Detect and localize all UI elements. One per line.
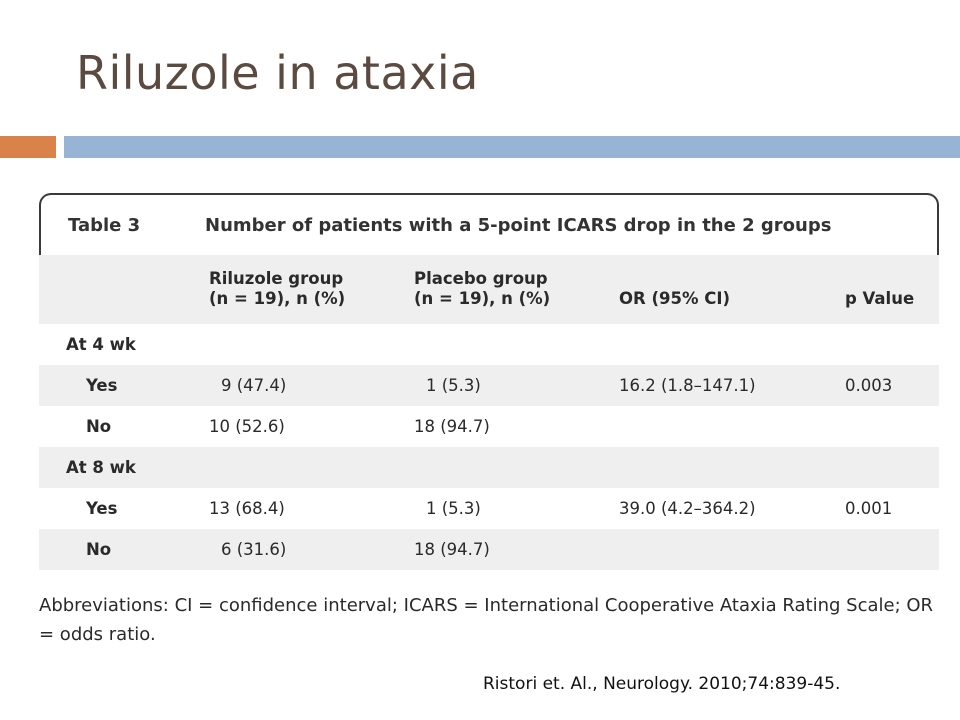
- table-row: [39, 406, 939, 447]
- column-header-riluzole-line2: (n = 19), n (%): [209, 289, 346, 308]
- table-row: [39, 365, 939, 406]
- column-header-riluzole-line1: Riluzole group: [209, 269, 344, 288]
- table-caption: Number of patients with a 5-point ICARS drop in the 2 groups: [205, 215, 832, 236]
- column-header-placebo: [414, 269, 550, 309]
- placebo-cell: 1 (5.3): [426, 499, 481, 518]
- column-header-placebo-line1: Placebo group: [414, 269, 548, 288]
- table-label: Table 3: [68, 215, 141, 236]
- slide-title: Riluzole in ataxia: [76, 46, 479, 100]
- row-label: No: [86, 417, 112, 436]
- or-cell: 39.0 (4.2–364.2): [619, 499, 756, 518]
- placebo-cell: 18 (94.7): [414, 540, 490, 559]
- row-label: Yes: [86, 499, 118, 518]
- p-value-cell: 0.001: [845, 499, 893, 518]
- table-row: [39, 488, 939, 529]
- row-label: Yes: [86, 376, 118, 395]
- results-table: [39, 193, 939, 573]
- column-header-riluzole: [209, 269, 345, 309]
- placebo-cell: 18 (94.7): [414, 417, 490, 436]
- column-header-row: [39, 255, 939, 324]
- riluzole-cell: 9 (47.4): [221, 376, 287, 395]
- table-row: [39, 324, 939, 365]
- citation: Ristori et. Al., Neurology. 2010;74:839-45.: [483, 674, 841, 694]
- column-header-placebo-line2: (n = 19), n (%): [414, 289, 551, 308]
- placebo-cell: 1 (5.3): [426, 376, 481, 395]
- p-value-cell: 0.003: [845, 376, 893, 395]
- table-row: [39, 447, 939, 488]
- section-label: At 4 wk: [66, 335, 136, 354]
- table-row: [39, 529, 939, 570]
- column-header-p-value: p Value: [845, 289, 915, 308]
- column-header-or: OR (95% CI): [619, 289, 731, 308]
- section-label: At 8 wk: [66, 458, 136, 477]
- table-title-box: [39, 193, 939, 257]
- or-cell: 16.2 (1.8–147.1): [619, 376, 756, 395]
- riluzole-cell: 6 (31.6): [221, 540, 287, 559]
- riluzole-cell: 10 (52.6): [209, 417, 285, 436]
- accent-bar-blue: [64, 136, 960, 158]
- abbreviations-note: Abbreviations: CI = confidence interval; ICARS = International Cooperative Ataxia Rating Scale; OR = odds ratio.: [39, 595, 934, 645]
- accent-bar-orange: [0, 136, 56, 158]
- riluzole-cell: 13 (68.4): [209, 499, 285, 518]
- row-label: No: [86, 540, 112, 559]
